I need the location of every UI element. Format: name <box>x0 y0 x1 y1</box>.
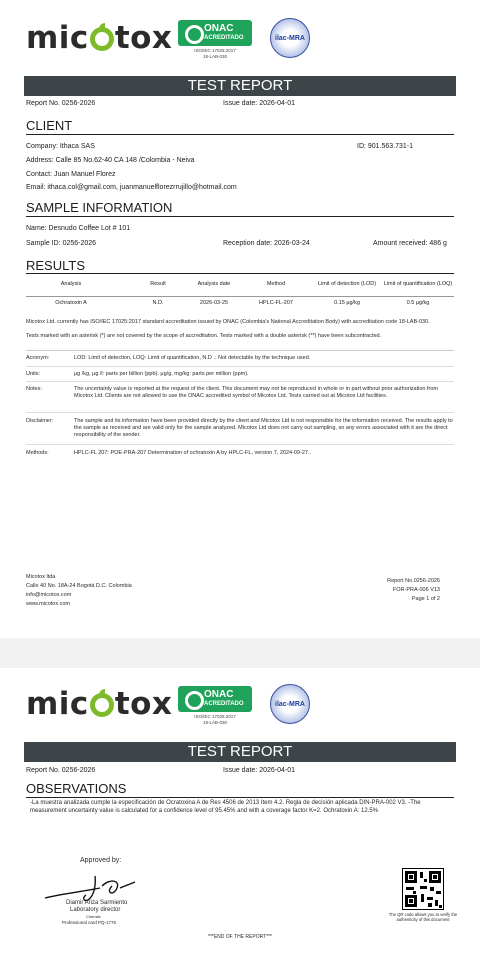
column-header-loq: Limit of quantification (LOQ) <box>383 281 453 287</box>
sample-rule <box>26 216 454 217</box>
cell-method: HPLC-FL-207 <box>259 300 293 306</box>
acronym-text: LOD: Limit of detection, LOQ: Limit of quantification, N.D .: Not detectable by the technique used. <box>74 355 311 361</box>
test-report-banner-page-2: TEST REPORT <box>24 742 456 762</box>
sample-name: Name: Desnudo Coffee Lot # 101 <box>26 225 131 232</box>
micotox-logo: mic tox <box>26 686 173 722</box>
client-rule <box>26 134 454 135</box>
micotox-logo: mic tox <box>26 20 173 56</box>
report-number-page-2: Report No. 0256-2026 <box>26 767 96 774</box>
note-divider <box>26 444 454 445</box>
reception-date: Reception date: 2026-03-24 <box>223 240 310 247</box>
qr-caption: The QR code allows you to verify the authenticity of this document <box>388 912 458 922</box>
disclaimer-label: Disclaimer: <box>26 418 54 424</box>
footer-email: info@micotox.com <box>26 592 72 598</box>
column-header-method: Method <box>266 281 286 287</box>
approved-by-label: Approved by: <box>80 857 122 864</box>
onac-accreditation-logo: ONAC ACREDITADO ISO/IEC 17025:2017 18-LAB-030 <box>178 686 252 728</box>
disclaimer-text: The sample and its information have been provided directly by the client and Micotox Ltd is not responsible for the information received. The results apply to the sample as received and are valid only for the sample analyzed. Micotox Ltd does not carry out sampling, so any errors associated with it are the direct responsibility of the sender. <box>74 418 453 438</box>
column-header-analysis-date: Analysis date <box>197 281 231 287</box>
results-rule <box>26 273 454 274</box>
footer-report-number: Report No.0256-2026 <box>387 578 440 584</box>
footer-address: Calle 40 No. 18A-24 Bogotá D.C. Colombia <box>26 583 132 589</box>
footer-form-code: FOR-PRA-006 V13 <box>392 587 440 593</box>
footer-website: www.micotox.com <box>26 601 71 607</box>
signer-professional-card: Professional card PQ-1776 <box>62 920 117 925</box>
client-address: Address: Calle 85 No.62-40 CA 148 /Colombia - Neiva <box>26 157 195 164</box>
results-heading: RESULTS <box>26 258 85 273</box>
ilac-mra-logo: ilac-MRA <box>270 684 310 724</box>
client-email: Email: ithaca.col@gmail.com, juanmanuelflorezrrujillo@hotmail.com <box>26 184 237 191</box>
cell-analysis: Ochratoxin A <box>55 300 87 306</box>
sample-id: Sample ID: 0256-2026 <box>26 240 97 247</box>
signer-name: Diamir Ariza Sarmiento <box>66 900 128 906</box>
client-company: Company: Ithaca SAS <box>26 143 95 150</box>
column-header-result: Result <box>150 281 166 287</box>
report-number: Report No. 0256-2026 <box>26 100 96 107</box>
onac-accreditation-logo: ONAC ACREDITADO ISO/IEC 17025:2017 18-LAB-030 <box>178 20 252 62</box>
note-divider <box>26 381 454 382</box>
ilac-mra-logo: ilac-MRA <box>270 18 310 58</box>
cell-result: N.D. <box>152 300 164 306</box>
report-page-2 <box>0 668 480 972</box>
footer-company: Micotox ltda <box>26 574 56 580</box>
cell-loq: 0.5 µg/kg <box>406 300 430 306</box>
notes-rule <box>26 350 454 351</box>
note-divider <box>26 412 454 413</box>
units-label: Units: <box>26 371 41 377</box>
verification-qr-code[interactable] <box>402 868 444 910</box>
amount-received: Amount received: 486 g <box>373 240 447 247</box>
client-id: ID: 901.563.731-1 <box>357 143 414 150</box>
sample-heading: SAMPLE INFORMATION <box>26 200 173 215</box>
notes-text: The uncertainty value is reported at the request of the client. This document may not be reproduced in whole or in part without prior authorization from Micotox Ltd. Clients are not allowed to use the ONAC accredited symbol of Micotox Ltd. Tests carried out at Micotox Ltd facilities. <box>74 386 439 399</box>
observations-text: -La muestra analizada cumple la especificación de Ocratoxina A de Res 4506 de 2013 Item 4.2. Regla de decisión aplicada DIN-PRA-002 V3. -The measurement uncertainty value is calculated for a confidence level of 95.45% and with a coverage factor K=2. Ochratoxin A: 12.5% <box>30 800 421 814</box>
note-divider <box>26 366 454 367</box>
end-of-report: ***END OF THE REPORT*** <box>208 934 272 940</box>
acronym-label: Acronym: <box>26 355 50 361</box>
notes-label: Notes: <box>26 386 42 392</box>
footer-page-number: Page 1 of 2 <box>411 596 440 602</box>
client-heading: CLIENT <box>26 118 73 133</box>
methods-text: HPLC-FL 207: POE-PRA-207 Determination of ochratoxin A by HPLC-FL, version 7, 2024-09-27.. <box>74 450 312 456</box>
methods-label: Methods: <box>26 450 49 456</box>
observations-rule <box>26 797 454 798</box>
table-header-rule <box>26 296 454 297</box>
client-contact: Contact: Juan Manuel Florez <box>26 171 116 178</box>
issue-date: Issue date: 2026-04-01 <box>223 100 295 107</box>
observations-heading: OBSERVATIONS <box>26 781 127 796</box>
units-text: µg /kg, µg /l: parts per billion (ppb). µg/g, mg/kg: parts per million (ppm). <box>74 371 249 377</box>
signer-profession: Chemist <box>86 914 101 919</box>
asterisk-text: Tests marked with an asterisk (*) are not covered by the scope of accreditation. Tests marked with a double asterisk (**) have been subcontracted. <box>26 333 382 339</box>
column-header-analysis: Analysis <box>60 281 82 287</box>
signer-role: Laboratory director <box>70 907 121 913</box>
test-report-banner: TEST REPORT <box>24 76 456 96</box>
cell-analysis-date: 2026-03-25 <box>199 300 229 306</box>
column-header-lod: Limit of detection (LOD) <box>317 281 377 287</box>
accreditation-text: Micotox Ltd. currently has ISO/IEC 17025:2017 standard accreditation issued by ONAC (Colombia's National Accreditation Body) with accreditation code 18-LAB-030. <box>26 319 430 325</box>
cell-lod: 0.15 µg/kg <box>334 300 360 306</box>
issue-date-page-2: Issue date: 2026-04-01 <box>223 767 295 774</box>
